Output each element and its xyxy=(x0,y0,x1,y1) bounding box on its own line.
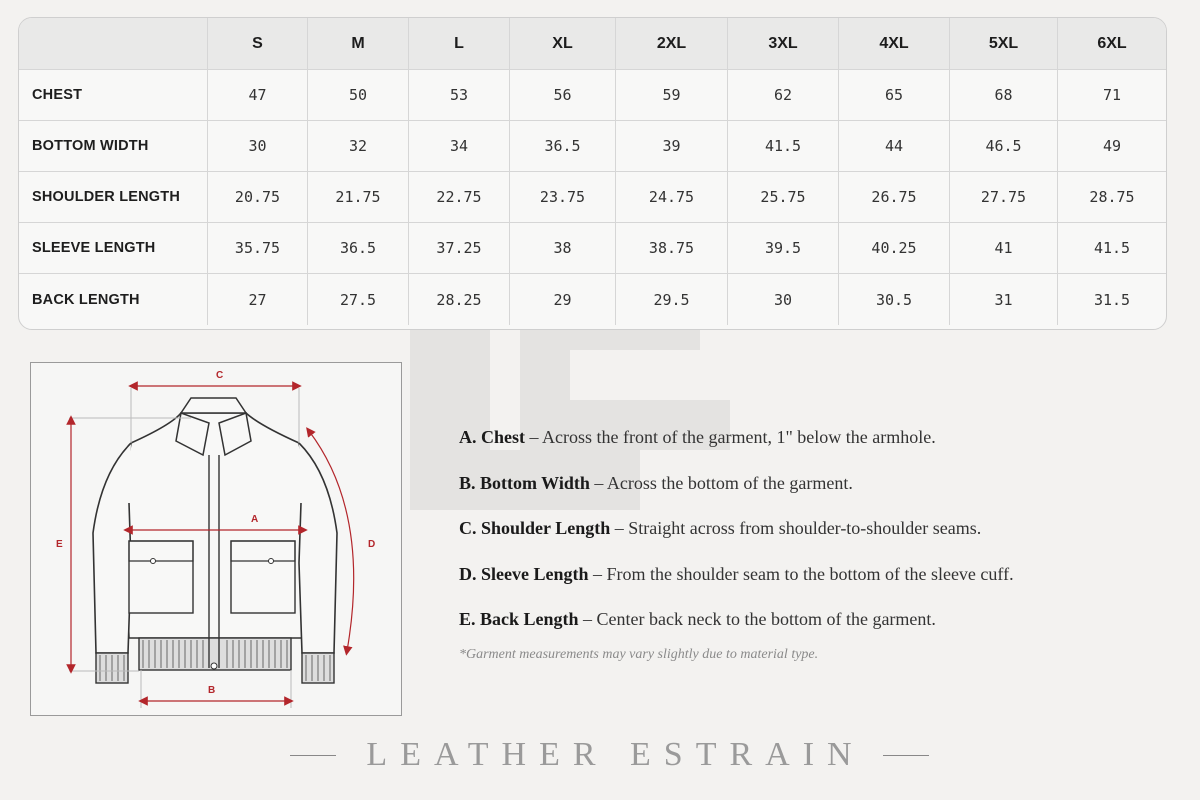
size-header-6xl: 6XL xyxy=(1058,18,1166,70)
table-cell: 62 xyxy=(728,70,839,121)
table-cell: 29.5 xyxy=(616,274,728,325)
size-chart-table xyxy=(18,17,1167,330)
definition-chest: A. Chest – Across the front of the garment, 1" below the armhole. xyxy=(459,427,936,447)
table-cell: 71 xyxy=(1058,70,1166,121)
brand-divider-right xyxy=(883,755,929,756)
size-header-5xl: 5XL xyxy=(950,18,1058,70)
jacket-measurement-diagram xyxy=(30,362,402,716)
table-cell: 32 xyxy=(308,121,409,172)
table-cell: 39 xyxy=(616,121,728,172)
table-cell: 30 xyxy=(208,121,308,172)
table-cell: 53 xyxy=(409,70,510,121)
brand-footer xyxy=(272,735,947,775)
dimension-label-c: C xyxy=(216,370,224,381)
table-corner-cell xyxy=(19,18,208,70)
table-cell: 38 xyxy=(510,223,616,274)
dimension-label-b: B xyxy=(208,685,216,696)
table-cell: 44 xyxy=(839,121,950,172)
table-cell: 56 xyxy=(510,70,616,121)
table-cell: 34 xyxy=(409,121,510,172)
table-cell: 28.75 xyxy=(1058,172,1166,223)
table-cell: 38.75 xyxy=(616,223,728,274)
table-cell: 41 xyxy=(950,223,1058,274)
table-cell: 40.25 xyxy=(839,223,950,274)
table-cell: 41.5 xyxy=(728,121,839,172)
table-cell: 20.75 xyxy=(208,172,308,223)
table-cell: 23.75 xyxy=(510,172,616,223)
table-cell: 24.75 xyxy=(616,172,728,223)
row-label-chest: CHEST xyxy=(19,70,208,121)
size-header-xl: XL xyxy=(510,18,616,70)
definition-sleeve-length: D. Sleeve Length – From the shoulder seam to the bottom of the sleeve cuff. xyxy=(459,563,1014,584)
row-label-bottom-width: BOTTOM WIDTH xyxy=(19,121,208,172)
table-cell: 30.5 xyxy=(839,274,950,325)
measurement-note: *Garment measurements may vary slightly due to material type. xyxy=(459,646,819,662)
size-header-2xl: 2XL xyxy=(616,18,728,70)
table-cell: 47 xyxy=(208,70,308,121)
table-cell: 68 xyxy=(950,70,1058,121)
size-header-l: L xyxy=(409,18,510,70)
table-cell: 22.75 xyxy=(409,172,510,223)
table-cell: 41.5 xyxy=(1058,223,1166,274)
row-label-back-length: BACK LENGTH xyxy=(19,274,208,325)
table-cell: 31.5 xyxy=(1093,290,1131,309)
table-cell: 27 xyxy=(208,274,308,325)
table-cell: 31 xyxy=(950,274,1058,325)
row-label-shoulder-length: SHOULDER LENGTH xyxy=(19,172,208,223)
dimension-label-d: D xyxy=(368,539,376,550)
table-cell: 36.5 xyxy=(510,121,616,172)
table-cell: 50 xyxy=(308,70,409,121)
table-cell: 36.5 xyxy=(308,223,409,274)
table-cell: 37.25 xyxy=(409,223,510,274)
brand-divider-left xyxy=(290,755,336,756)
jacket-illustration xyxy=(31,363,401,715)
table-cell: 30 xyxy=(728,274,839,325)
table-cell: 59 xyxy=(616,70,728,121)
brand-name: LEATHER ESTRAIN xyxy=(366,736,865,773)
size-header-4xl: 4XL xyxy=(839,18,950,70)
definition-bottom-width: B. Bottom Width – Across the bottom of the garment. xyxy=(459,472,853,493)
table-cell: 28.25 xyxy=(409,274,510,325)
dimension-label-e: E xyxy=(56,539,63,550)
table-cell: 49 xyxy=(1058,121,1166,172)
size-header-s: S xyxy=(208,18,308,70)
table-cell: 35.75 xyxy=(208,223,308,274)
table-cell: 25.75 xyxy=(728,172,839,223)
table-cell: 27.75 xyxy=(950,172,1058,223)
table-cell: 65 xyxy=(839,70,950,121)
size-header-m: M xyxy=(308,18,409,70)
row-label-sleeve-length: SLEEVE LENGTH xyxy=(19,223,208,274)
table-cell: 39.5 xyxy=(728,223,839,274)
definition-back-length: E. Back Length – Center back neck to the bottom of the garment. xyxy=(459,609,936,629)
size-header-3xl: 3XL xyxy=(728,18,839,70)
table-cell: 29 xyxy=(510,274,616,325)
table-cell: 46.5 xyxy=(950,121,1058,172)
table-cell: 27.5 xyxy=(308,274,409,325)
table-cell: 26.75 xyxy=(839,172,950,223)
table-cell: 21.75 xyxy=(308,172,409,223)
measurement-definitions xyxy=(459,423,1159,663)
definition-shoulder-length: C. Shoulder Length – Straight across from shoulder-to-shoulder seams. xyxy=(459,518,982,538)
dimension-label-a: A xyxy=(251,514,259,525)
